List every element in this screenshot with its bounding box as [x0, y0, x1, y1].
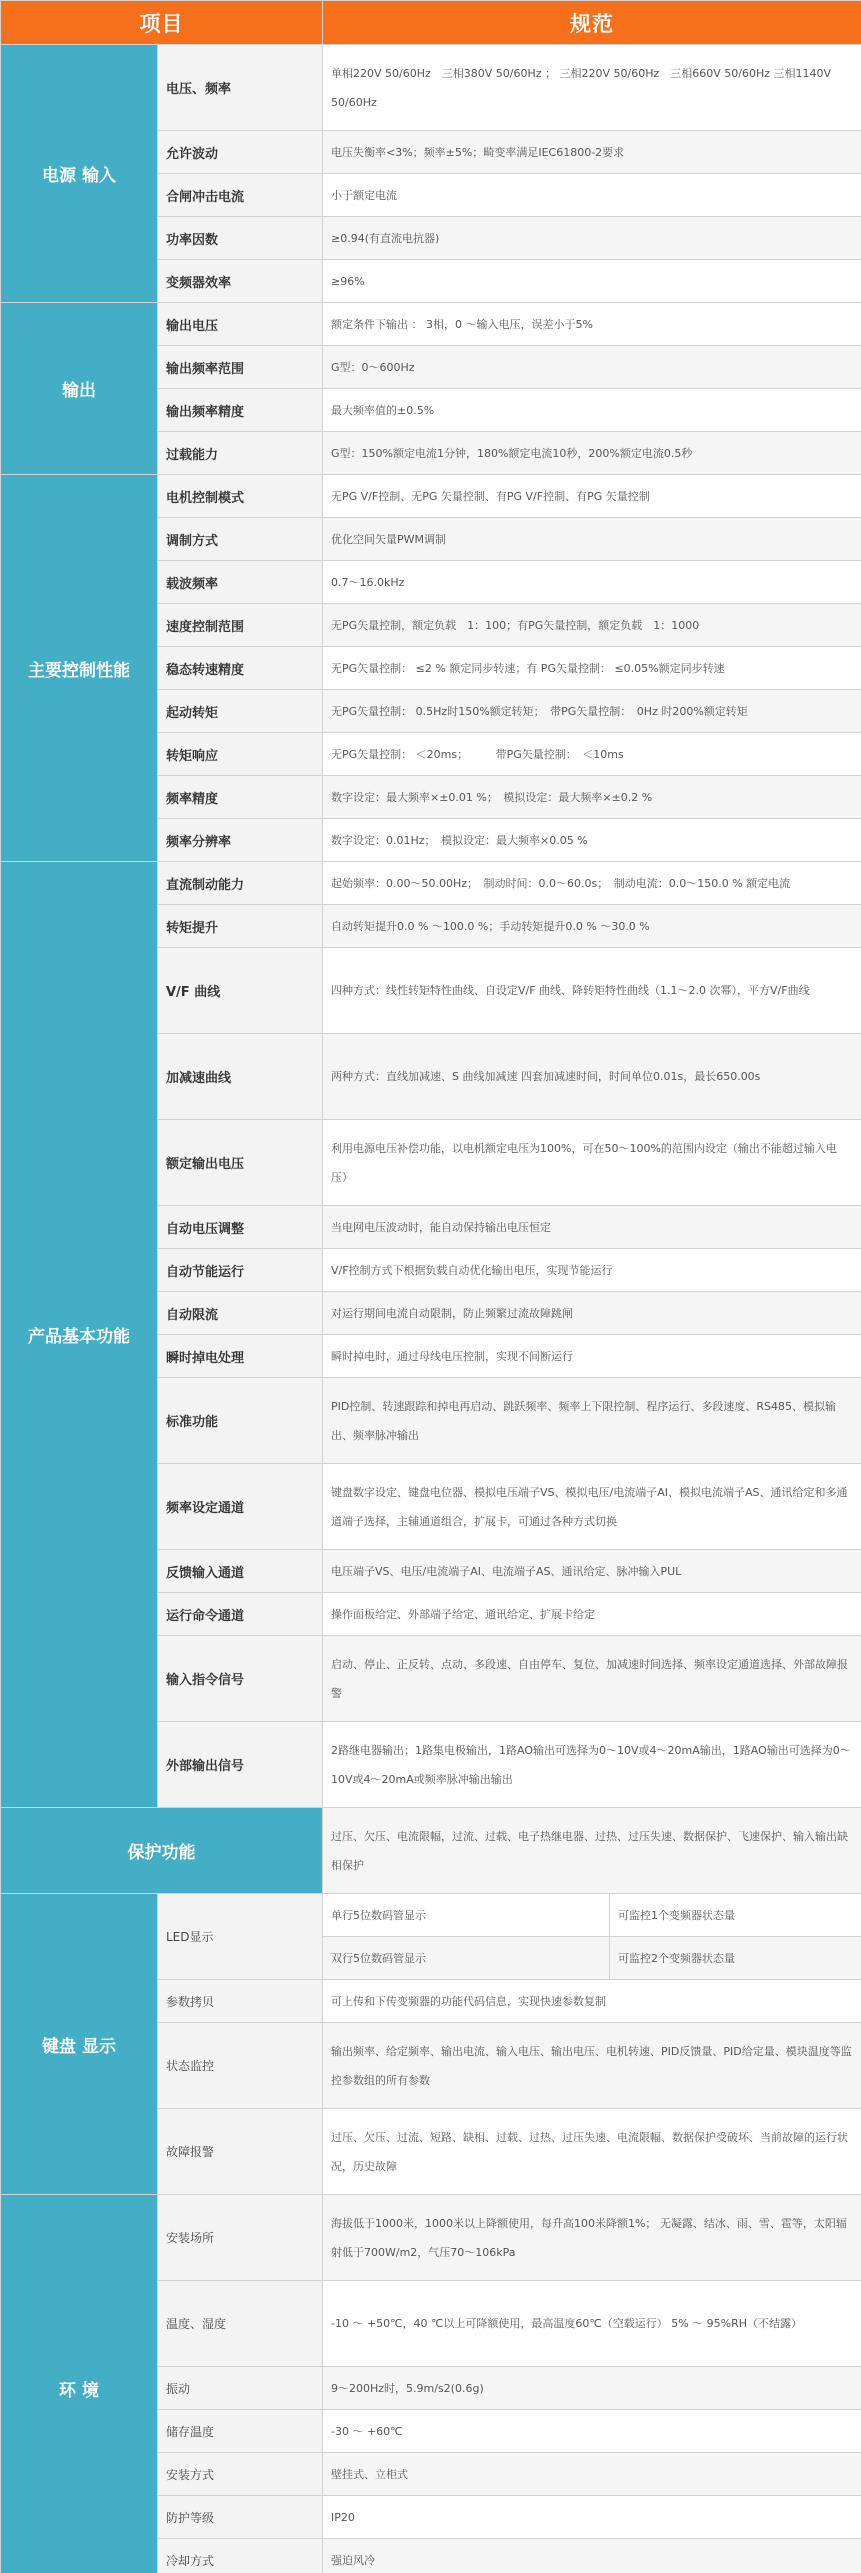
spec-name: 调制方式 [158, 518, 323, 561]
header-spec: 规范 [323, 1, 861, 45]
spec-value: 优化空间矢量PWM调制 [323, 518, 861, 561]
spec-name: 过载能力 [158, 432, 323, 475]
spec-value: 数字设定：最大频率×±0.01 %； 模拟设定：最大频率×±0.2 % [323, 776, 861, 819]
spec-value: 小于额定电流 [323, 174, 861, 217]
spec-name: 标准功能 [158, 1378, 323, 1464]
spec-value: 键盘数字设定、键盘电位器、模拟电压端子VS、模拟电压/电流端子AI、模拟电流端子AS、通讯给定和多通道端子选择，主辅通道组合，扩展卡，可通过各种方式切换 [323, 1464, 861, 1550]
spec-value: 壁挂式、立柜式 [323, 2453, 861, 2496]
spec-value: 可上传和下传变频器的功能代码信息，实现快速参数复制 [323, 1980, 861, 2023]
spec-name: 合闸冲击电流 [158, 174, 323, 217]
spec-value: 当电网电压波动时，能自动保持输出电压恒定 [323, 1206, 861, 1249]
section-title: 主要控制性能 [1, 475, 158, 862]
spec-name: 起动转矩 [158, 690, 323, 733]
table-row [1, 475, 861, 518]
table-row [1, 303, 861, 346]
spec-name: 载波频率 [158, 561, 323, 604]
section-title: 键盘 显示 [1, 1894, 158, 2195]
section-title: 环 境 [1, 2195, 158, 2573]
spec-value: 单相220V 50/60Hz 三相380V 50/60Hz ； 三相220V 50/60Hz 三相660V 50/60Hz 三相1140V 50/60Hz [323, 45, 861, 131]
spec-value: 电压失衡率<3%；频率±5%；畸变率满足IEC61800-2要求 [323, 131, 861, 174]
spec-value: PID控制、转速跟踪和掉电再启动、跳跃频率、频率上下限控制、程序运行、多段速度、RS485、模拟输出、频率脉冲输出 [323, 1378, 861, 1464]
spec-name: 防护等级 [158, 2496, 323, 2539]
spec-value: V/F控制方式下根据负载自动优化输出电压，实现节能运行 [323, 1249, 861, 1292]
spec-name: 反馈输入通道 [158, 1550, 323, 1593]
spec-name: 转矩提升 [158, 905, 323, 948]
table-header-row [1, 1, 861, 45]
section-title: 保护功能 [1, 1808, 323, 1894]
spec-name: 安装方式 [158, 2453, 323, 2496]
spec-value: 2路继电器输出；1路集电极输出，1路AO输出可选择为0～10V或4～20mA输出，1路AO输出可选择为0～10V或4～20mA或频率脉冲输出输出 [323, 1722, 861, 1808]
spec-value: 无PG矢量控制： ＜20ms； 带PG矢量控制： ＜10ms [323, 733, 861, 776]
spec-value: 电压端子VS、电压/电流端子AI、电流端子AS、通讯给定、脉冲输入PUL [323, 1550, 861, 1593]
table-row [1, 862, 861, 905]
spec-value: 两种方式：直线加减速、S 曲线加减速 四套加减速时间，时间单位0.01s，最长650.00s [323, 1034, 861, 1120]
spec-name: 转矩响应 [158, 733, 323, 776]
spec-value: 起始频率：0.00～50.00Hz； 制动时间：0.0～60.0s； 制动电流：0.0～150.0 % 额定电流 [323, 862, 861, 905]
spec-value: ≥0.94(有直流电抗器) [323, 217, 861, 260]
spec-value: 双行5位数码管显示 [323, 1937, 610, 1980]
section-title: 电源 输入 [1, 45, 158, 303]
spec-name: 安装场所 [158, 2195, 323, 2281]
spec-value: 单行5位数码管显示 [323, 1894, 610, 1937]
table-row [1, 1808, 861, 1894]
spec-value: 过压、欠压、电流限幅，过流、过载、电子热继电器、过热、过压失速、数据保护、飞速保护、输入输出缺相保护 [323, 1808, 861, 1894]
spec-name: 瞬时掉电处理 [158, 1335, 323, 1378]
spec-value: 瞬时掉电时，通过母线电压控制，实现不间断运行 [323, 1335, 861, 1378]
spec-name: 电压、频率 [158, 45, 323, 131]
spec-value: 可监控2个变频器状态量 [610, 1937, 861, 1980]
spec-name: 输出电压 [158, 303, 323, 346]
spec-value: 无PG矢量控制： ≤2 % 额定同步转速；有 PG矢量控制： ≤0.05%额定同步转速 [323, 647, 861, 690]
spec-value: 海拔低于1000米，1000米以上降额使用，每升高100米降额1%； 无凝露、结冰、雨、雪、雹等，太阳辐射低于700W/m2，气压70～106kPa [323, 2195, 861, 2281]
spec-value: 数字设定：0.01Hz； 模拟设定：最大频率×0.05 % [323, 819, 861, 862]
spec-name: V/F 曲线 [158, 948, 323, 1034]
spec-name: 允许波动 [158, 131, 323, 174]
spec-value: 无PG V/F控制、无PG 矢量控制、有PG V/F控制、有PG 矢量控制 [323, 475, 861, 518]
table-body [1, 45, 861, 2573]
header-item: 项目 [1, 1, 323, 45]
spec-name: 频率精度 [158, 776, 323, 819]
spec-value: 额定条件下输出 ： 3相，0 ～输入电压，误差小于5% [323, 303, 861, 346]
spec-name: 输出频率精度 [158, 389, 323, 432]
spec-name: 故障报警 [158, 2109, 323, 2195]
spec-value: 自动转矩提升0.0 % ～100.0 %；手动转矩提升0.0 % ～30.0 % [323, 905, 861, 948]
spec-value: 最大频率值的±0.5% [323, 389, 861, 432]
spec-value: 启动、停止、正反转、点动、多段速、自由停车、复位、加减速时间选择、频率设定通道选择、外部故障报警 [323, 1636, 861, 1722]
spec-name: 温度、湿度 [158, 2281, 323, 2367]
spec-name: 加减速曲线 [158, 1034, 323, 1120]
table-row [1, 45, 861, 131]
spec-name: 频率分辨率 [158, 819, 323, 862]
spec-name: 直流制动能力 [158, 862, 323, 905]
table-row [1, 2195, 861, 2281]
spec-value: 无PG矢量控制，额定负载 1：100；有PG矢量控制，额定负载 1：1000 [323, 604, 861, 647]
spec-name: 自动限流 [158, 1292, 323, 1335]
spec-name: 状态监控 [158, 2023, 323, 2109]
spec-value: -10 ～ +50℃，40 ℃以上可降额使用，最高温度60℃（空载运行） 5% ～ 95%RH（不结露） [323, 2281, 861, 2367]
spec-value: G型：0～600Hz [323, 346, 861, 389]
spec-name: 功率因数 [158, 217, 323, 260]
spec-value: 强迫风冷 [323, 2539, 861, 2573]
spec-value: 0.7～16.0kHz [323, 561, 861, 604]
spec-name: 冷却方式 [158, 2539, 323, 2573]
spec-name: 自动电压调整 [158, 1206, 323, 1249]
spec-value: 过压、欠压、过流、短路、缺相、过载、过热、过压失速、电流限幅、数据保护受破坏、当前故障的运行状况，历史故障 [323, 2109, 861, 2195]
spec-name: 参数拷贝 [158, 1980, 323, 2023]
spec-value: 可监控1个变频器状态量 [610, 1894, 861, 1937]
spec-name: 频率设定通道 [158, 1464, 323, 1550]
spec-value: 操作面板给定、外部端子给定、通讯给定、扩展卡给定 [323, 1593, 861, 1636]
table-row [1, 1894, 861, 1937]
spec-name: 电机控制模式 [158, 475, 323, 518]
spec-name: 变频器效率 [158, 260, 323, 303]
spec-name: 储存温度 [158, 2410, 323, 2453]
spec-value: 利用电源电压补偿功能，以电机额定电压为100%，可在50～100%的范围内设定（输出不能超过输入电压） [323, 1120, 861, 1206]
spec-name: 额定输出电压 [158, 1120, 323, 1206]
spec-value: 9～200Hz时，5.9m/s2(0.6g) [323, 2367, 861, 2410]
section-title: 输出 [1, 303, 158, 475]
spec-value: 四种方式：线性转矩特性曲线、自设定V/F 曲线、降转矩特性曲线（1.1～2.0 次幂），平方V/F曲线 [323, 948, 861, 1034]
spec-name: 稳态转速精度 [158, 647, 323, 690]
spec-name: LED显示 [158, 1894, 323, 1980]
spec-name: 自动节能运行 [158, 1249, 323, 1292]
spec-value: 输出频率、给定频率、输出电流、输入电压、输出电压、电机转速、PID反馈量、PID给定量、模块温度等监控参数组的所有参数 [323, 2023, 861, 2109]
spec-value: IP20 [323, 2496, 861, 2539]
spec-name: 输入指令信号 [158, 1636, 323, 1722]
spec-name: 速度控制范围 [158, 604, 323, 647]
spec-value: 对运行期间电流自动限制，防止频繁过流故障跳闸 [323, 1292, 861, 1335]
spec-value: ≥96% [323, 260, 861, 303]
section-title: 产品基本功能 [1, 862, 158, 1808]
spec-value: G型：150%额定电流1分钟，180%额定电流10秒，200%额定电流0.5秒 [323, 432, 861, 475]
spec-name: 振动 [158, 2367, 323, 2410]
spec-value: 无PG矢量控制： 0.5Hz时150%额定转矩； 带PG矢量控制： 0Hz 时200%额定转矩 [323, 690, 861, 733]
spec-name: 外部输出信号 [158, 1722, 323, 1808]
spec-value: -30 ～ +60℃ [323, 2410, 861, 2453]
spec-name: 运行命令通道 [158, 1593, 323, 1636]
spec-name: 输出频率范围 [158, 346, 323, 389]
